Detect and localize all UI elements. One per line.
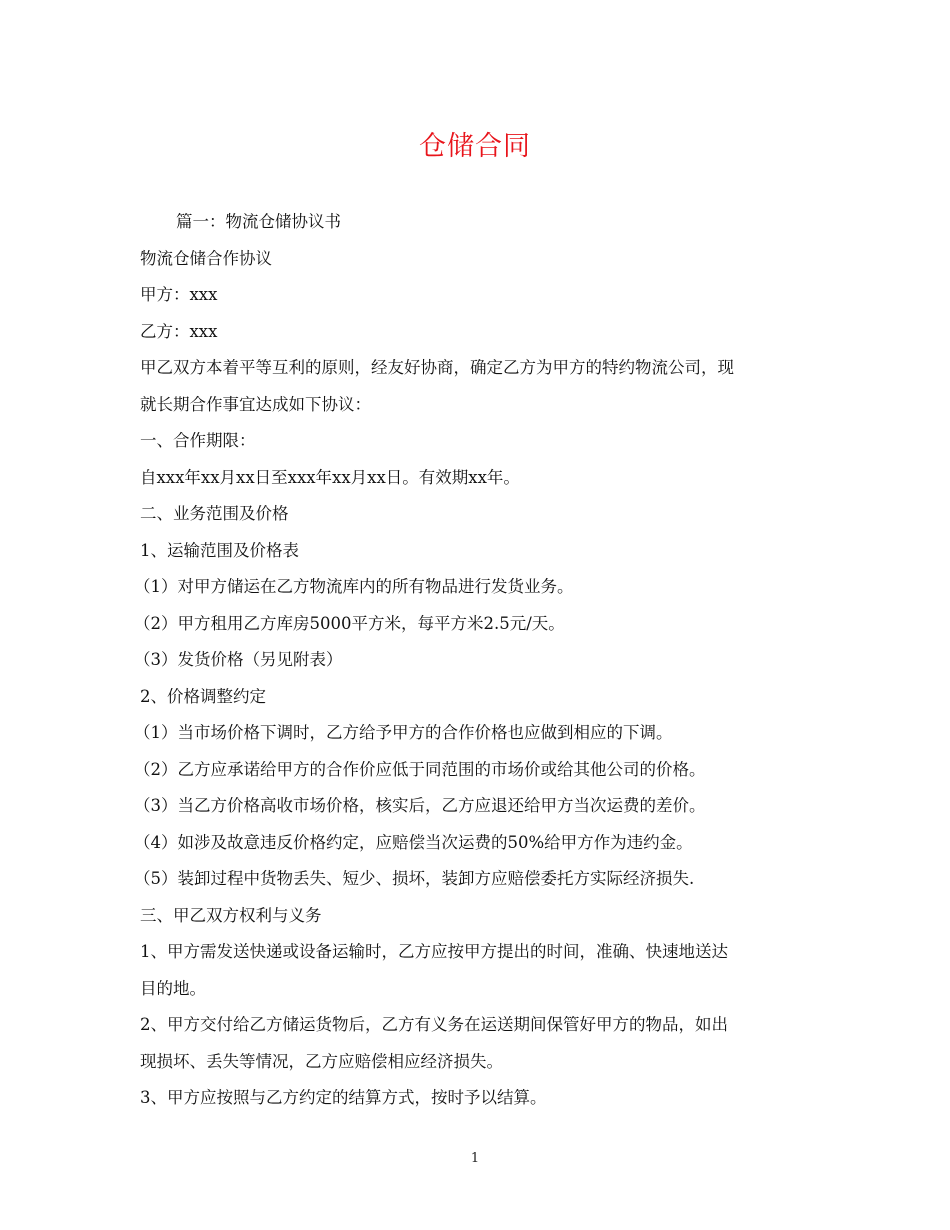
paragraph-line: 自xxx年xx月xx日至xxx年xx月xx日。有效期xx年。	[140, 467, 520, 487]
list-item: （1）当市场价格下调时，乙方给予甲方的合作价格也应做到相应的下调。	[134, 723, 673, 742]
document-title: 仓储合同	[419, 131, 531, 162]
sub-heading: 1、运输范围及价格表	[140, 540, 299, 560]
list-item: （5）装卸过程中货物丢失、短少、损坏，装卸方应赔偿委托方实际经济损失.	[134, 869, 695, 888]
paragraph-line: 现损坏、丢失等情况，乙方应赔偿相应经济损失。	[140, 1051, 503, 1071]
party-a: 甲方：xxx	[140, 285, 218, 304]
clause-heading: 三、甲乙双方权利与义务	[140, 905, 322, 925]
document-body	[134, 204, 820, 1117]
agreement-title: 物流仓储合作协议	[140, 248, 272, 268]
clause-heading: 二、业务范围及价格	[140, 504, 289, 523]
paragraph-line: 就长期合作事宜达成如下协议：	[140, 394, 371, 414]
party-b: 乙方：xxx	[140, 321, 218, 341]
clause-heading: 一、合作期限：	[140, 431, 256, 450]
list-item: （3）发货价格（另见附表）	[134, 650, 343, 669]
paragraph-line: 2、甲方交付给乙方储运货物后，乙方有义务在运送期间保管好甲方的物品，如出	[140, 1015, 728, 1034]
paragraph-line: 甲乙双方本着平等互利的原则，经友好协商，确定乙方为甲方的特约物流公司，现	[140, 358, 734, 377]
list-item: （2）乙方应承诺给甲方的合作价应低于同范围的市场价或给其他公司的价格。	[134, 759, 706, 779]
paragraph-line: 3、甲方应按照与乙方约定的结算方式，按时予以结算。	[140, 1088, 547, 1107]
section-heading: 篇一：物流仓储协议书	[176, 212, 341, 231]
paragraph-line: 目的地。	[140, 978, 206, 998]
page-number: 1	[470, 1151, 480, 1166]
list-item: （1）对甲方储运在乙方物流库内的所有物品进行发货业务。	[134, 577, 574, 596]
list-item: （2）甲方租用乙方库房5000平方米，每平方米2.5元/天。	[134, 613, 565, 633]
sub-heading: 2、价格调整约定	[140, 686, 266, 706]
list-item: （4）如涉及故意违反价格约定，应赔偿当次运费的50%给甲方作为违约金。	[134, 832, 693, 852]
list-item: （3）当乙方价格高收市场价格，核实后，乙方应退还给甲方当次运费的差价。	[134, 796, 706, 815]
paragraph-line: 1、甲方需发送快递或设备运输时，乙方应按甲方提出的时间，准确、快速地送达	[140, 942, 728, 961]
